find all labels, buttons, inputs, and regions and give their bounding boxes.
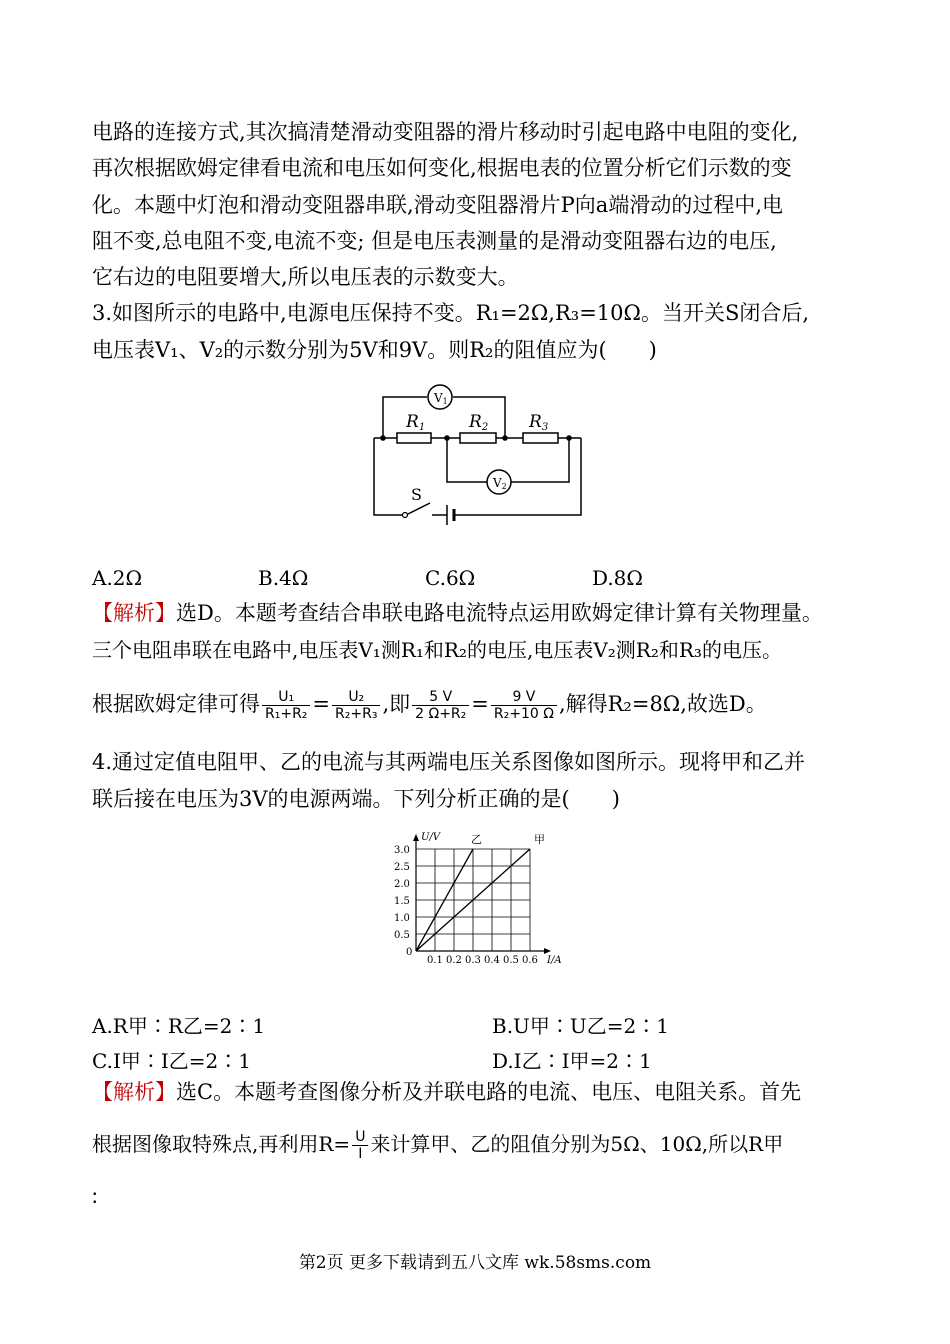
switch-s — [408, 503, 430, 514]
q4-option-c[interactable]: C.I甲∶I乙=2∶1 — [92, 1049, 251, 1073]
q4-analysis-line-1: 【解析】选C。本题考查图像分析及并联电路的电流、电压、电阻关系。首先 — [92, 1080, 802, 1104]
q4-analysis-line-3: ∶ — [92, 1186, 98, 1210]
x-tick-label: 0.3 — [465, 955, 481, 966]
v2-label: V2 — [493, 476, 507, 491]
q4-analysis-line-2: 根据图像取特殊点,再利用R= $\frac{U}{I}$ 来计算甲、乙的阻值分别为5Ω、10Ω,所以R甲 — [92, 1129, 784, 1162]
r2-label: R2 — [469, 412, 489, 433]
y-tick-label: 1.5 — [394, 896, 410, 907]
q3-stem-line-2: 电压表V₁、V₂的示数分别为5V和9V。则R₂的阻值应为( ) — [92, 338, 657, 362]
r3-label: R3 — [529, 412, 549, 433]
q4-stem-line-1: 4.通过定值电阻甲、乙的电流与其两端电压关系图像如图所示。现将甲和乙并 — [92, 750, 806, 774]
q4-stem-line-2: 联后接在电压为3V的电源两端。下列分析正确的是( ) — [92, 787, 620, 811]
q3-analysis-line-3: 根据欧姆定律可得 $\frac{\text{U₁}}{\text{R₁+R₂}}$ = $\frac{\text{U₂}}{\text{R₂+R₃}}$ ,即 $\frac{5 V}{\text{2 Ω+R₂}}$ = $\frac{9 V}{\text{R₂+10 Ω}}$ ,解得R₂=8Ω,故选D。 — [92, 689, 767, 722]
iu-chart — [380, 818, 580, 970]
q3-option-c[interactable]: C.6Ω — [425, 566, 476, 590]
q3-option-b[interactable]: B.4Ω — [258, 566, 309, 590]
intro-line-1: 电路的连接方式,其次搞清楚滑动变阻器的滑片移动时引起电路中电阻的变化, — [92, 120, 799, 144]
x-axis-arrow — [544, 948, 551, 954]
intro-line-3: 化。本题中灯泡和滑动变阻器串联,滑动变阻器滑片P向a端滑动的过程中,电 — [92, 193, 783, 217]
q3-stem-line-1: 3.如图所示的电路中,电源电压保持不变。R₁=2Ω,R₃=10Ω。当开关S闭合后, — [92, 301, 810, 325]
q4-option-a[interactable]: A.R甲∶R乙=2∶1 — [92, 1014, 266, 1038]
y-tick-label: 0.5 — [394, 930, 410, 941]
fraction-9v: $\frac{9 V}{\text{R₂+10 Ω}}$ — [491, 690, 557, 721]
y-tick-label: 1.0 — [394, 913, 410, 924]
circuit-diagram — [360, 375, 590, 525]
x-tick-label: 0.4 — [484, 955, 500, 966]
fraction-u2: $\frac{\text{U₂}}{\text{R₂+R₃}}$ — [332, 690, 380, 721]
y-tick-label: 2.0 — [394, 879, 410, 890]
resistor-r3 — [523, 433, 558, 443]
intro-line-4: 阻不变,总电阻不变,电流不变; 但是电压表测量的是滑动变阻器右边的电压, — [92, 229, 777, 253]
x-tick-label: 0.1 — [427, 955, 443, 966]
x-tick-label: 0.6 — [522, 955, 538, 966]
x-axis-label: I/A — [547, 955, 562, 966]
fraction-u-over-i: $\frac{U}{I}$ — [352, 1130, 368, 1161]
series-label-1: 乙 — [471, 833, 482, 846]
q4-option-d[interactable]: D.I乙∶I甲=2∶1 — [492, 1049, 652, 1073]
r1-label: R1 — [406, 412, 426, 433]
y-axis-arrow — [413, 834, 419, 841]
q3-analysis-line-1: 【解析】选D。本题考查结合串联电路电流特点运用欧姆定律计算有关物理量。 — [92, 601, 823, 625]
resistor-r2 — [460, 433, 496, 443]
q4-option-b[interactable]: B.U甲∶U乙=2∶1 — [492, 1014, 669, 1038]
intro-line-2: 再次根据欧姆定律看电流和电压如何变化,根据电表的位置分析它们示数的变 — [92, 156, 792, 180]
switch-label: S — [411, 485, 422, 504]
q3-option-a[interactable]: A.2Ω — [92, 566, 143, 590]
analysis-tag: 【解析】 — [92, 601, 176, 625]
y-tick-label: 3.0 — [394, 845, 410, 856]
fraction-5v: $\frac{5 V}{\text{2 Ω+R₂}}$ — [412, 690, 469, 721]
intro-line-5: 它右边的电阻要增大,所以电压表的示数变大。 — [92, 265, 519, 289]
series-label-2: 甲 — [534, 833, 545, 846]
v1-label: V1 — [434, 391, 448, 406]
y-tick-label: 2.5 — [394, 862, 410, 873]
q3-option-d[interactable]: D.8Ω — [592, 566, 643, 590]
fraction-u1: $\frac{\text{U₁}}{\text{R₁+R₂}}$ — [262, 690, 310, 721]
page-footer: 第2页 更多下载请到五八文库 wk.58sms.com — [298, 1253, 652, 1273]
origin-label: 0 — [406, 947, 413, 958]
x-tick-label: 0.5 — [503, 955, 519, 966]
q3-analysis-line-2: 三个电阻串联在电路中,电压表V₁测R₁和R₂的电压,电压表V₂测R₂和R₃的电压。 — [92, 638, 782, 662]
x-tick-label: 0.2 — [446, 955, 462, 966]
resistor-r1 — [397, 433, 431, 443]
y-axis-label: U/V — [421, 832, 441, 843]
analysis-tag: 【解析】 — [92, 1080, 176, 1104]
